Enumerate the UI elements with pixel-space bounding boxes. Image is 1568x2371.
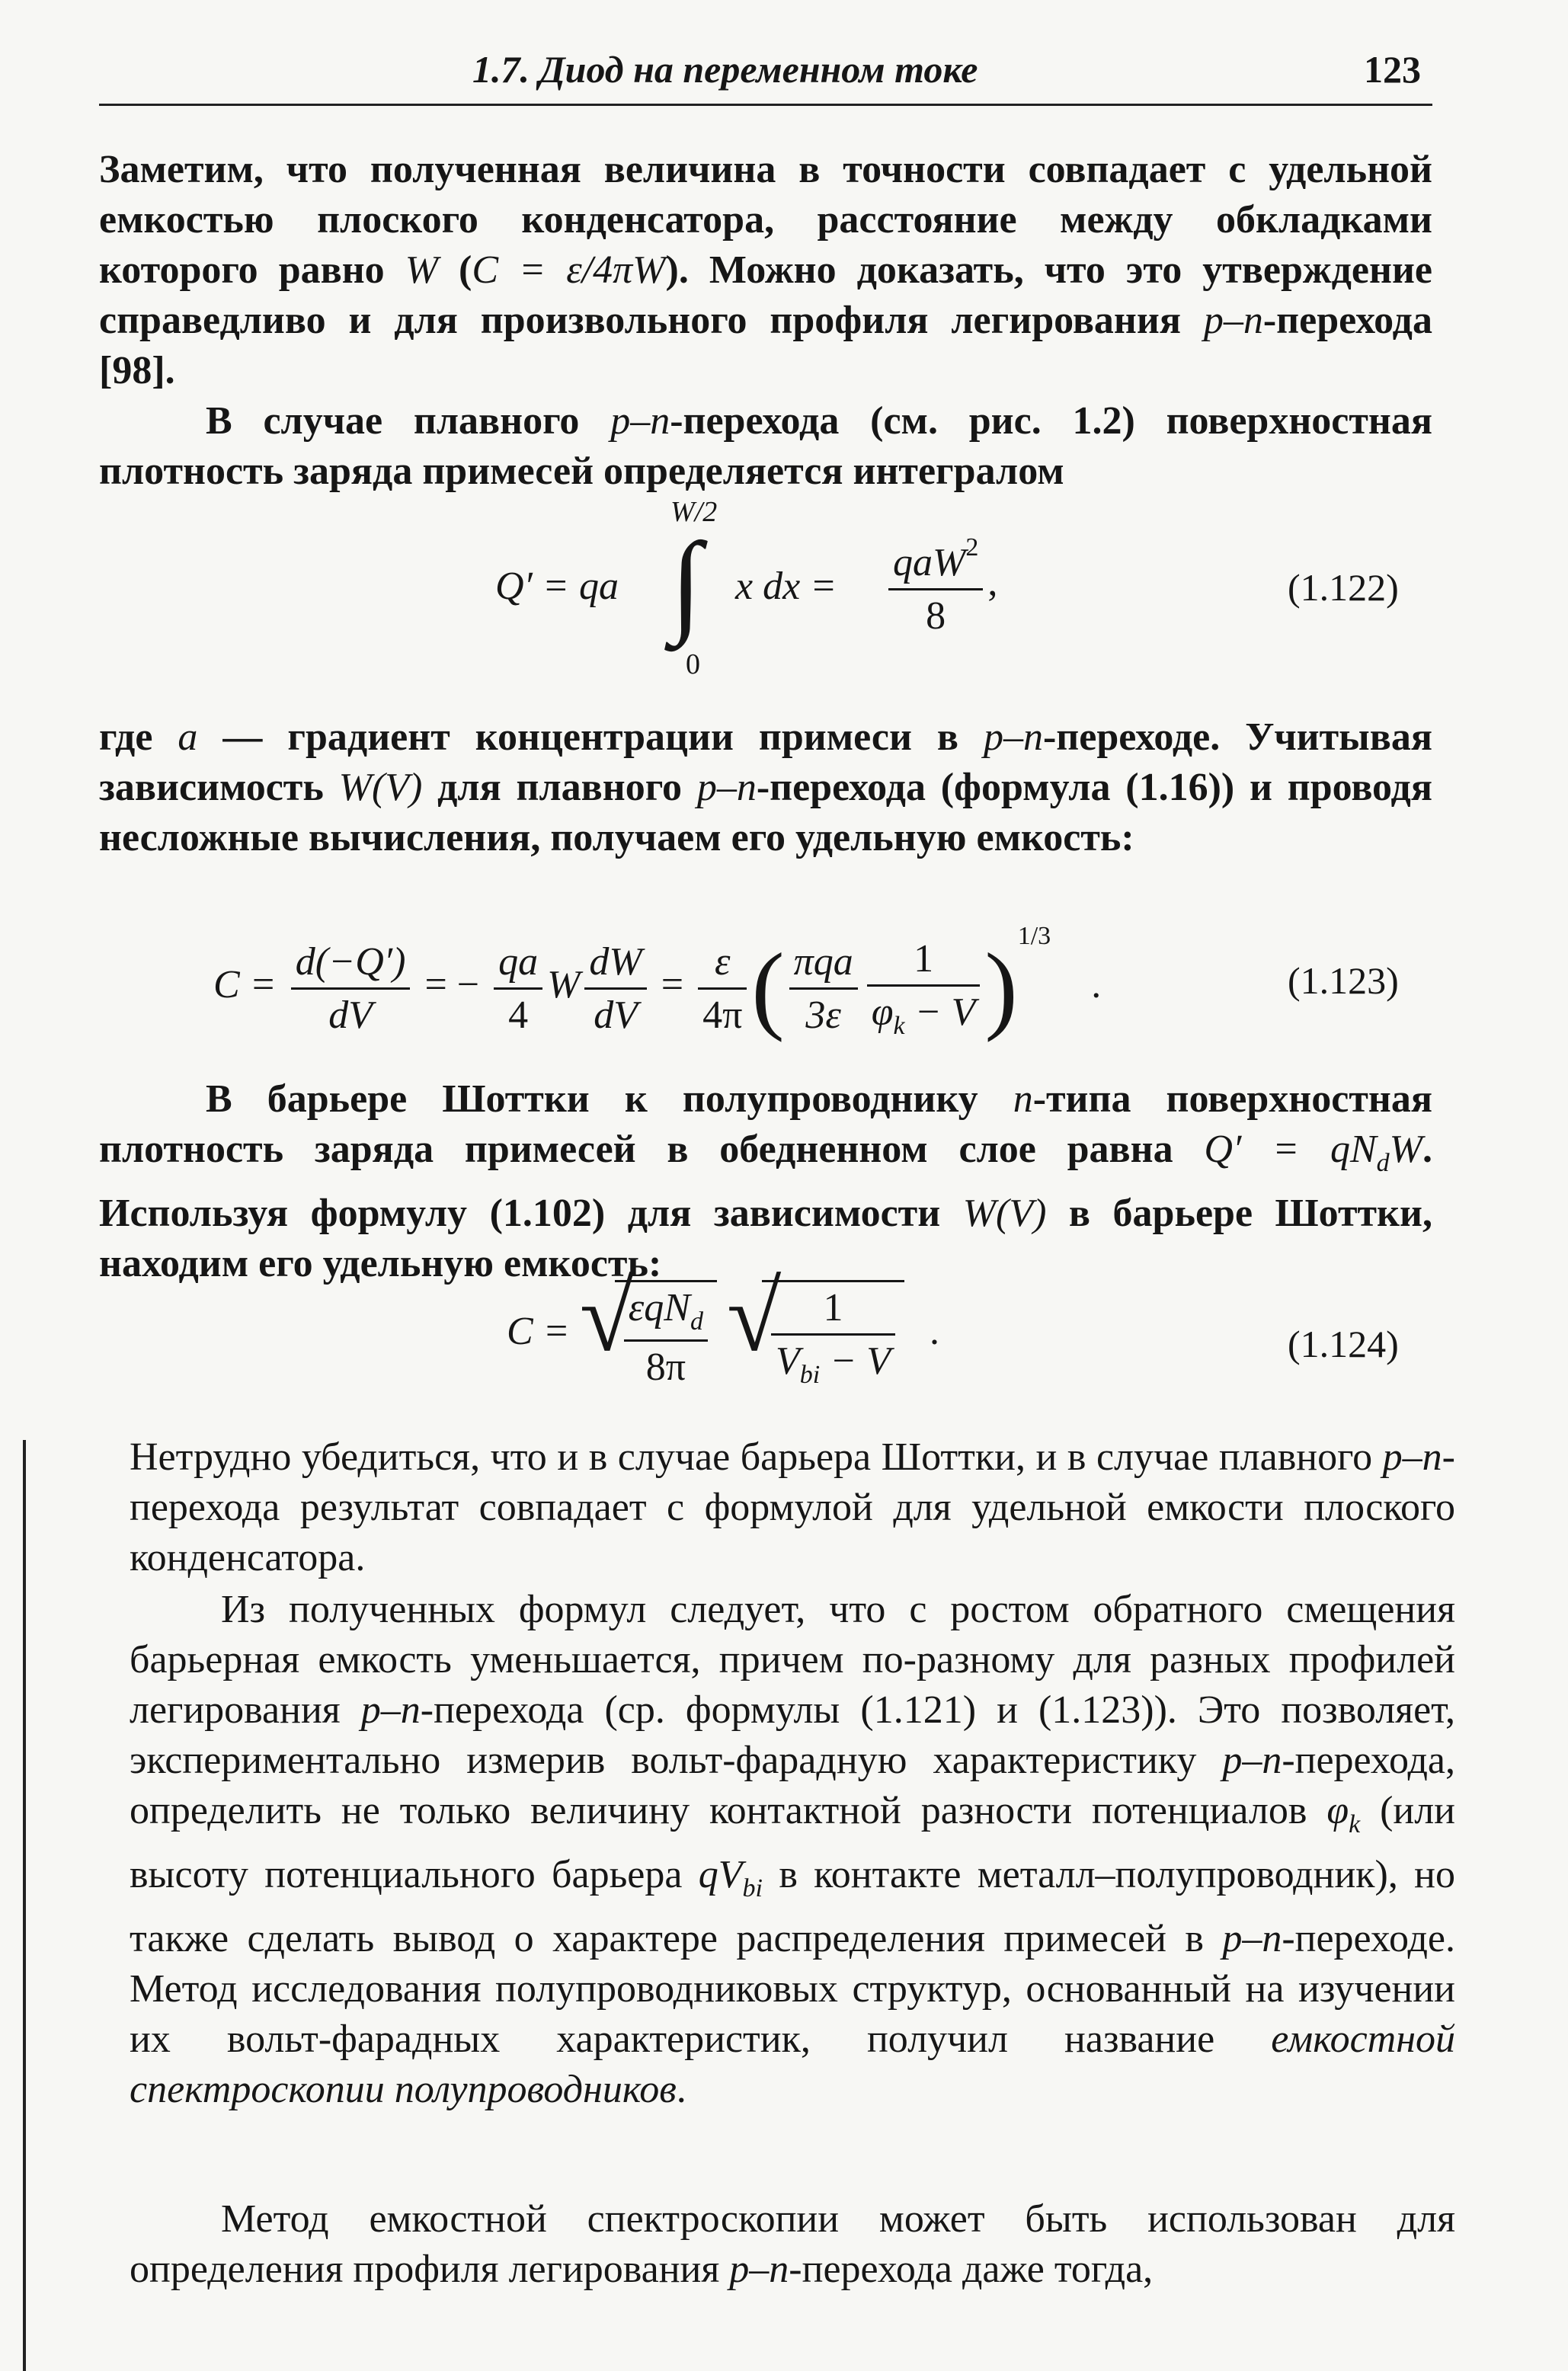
eq-123-f1-num: d(−Q′) bbox=[291, 939, 411, 990]
eq-124-lhs: C = bbox=[507, 1309, 570, 1353]
eq-123-f6-den: φ bbox=[871, 990, 894, 1034]
text-run: -переходе. Метод исследования полупроводниковых структур, основанный на изучении их вольт-фарадных характеристик, получил название bbox=[130, 1917, 1455, 2061]
text-run: Метод емкостной спектроскопии может быть использован для определения профиля легирования bbox=[130, 2197, 1455, 2291]
paragraph-2 bbox=[99, 396, 1432, 497]
eq-122-upper-limit: W/2 bbox=[670, 496, 718, 528]
eq-123-equals: = bbox=[661, 963, 684, 1006]
paragraph-5 bbox=[130, 1432, 1455, 1583]
eq-124-r2-den: V bbox=[775, 1339, 800, 1383]
math-inline: C = ε/4πW bbox=[472, 248, 666, 292]
text-run: -перехода [98]. bbox=[99, 299, 1432, 392]
eq-123-w: W bbox=[547, 963, 581, 1006]
eq-123-f6-den-tail: − V bbox=[904, 990, 976, 1034]
math-inline: p–n bbox=[696, 766, 757, 809]
eq-123-period: . bbox=[1091, 963, 1102, 1006]
paragraph-4 bbox=[99, 1074, 1432, 1289]
math-inline: n bbox=[1013, 1077, 1033, 1121]
math-subscript: d bbox=[1376, 1149, 1390, 1177]
math-inline: p–n bbox=[1203, 299, 1263, 342]
eq-122-integrand: x dx = bbox=[735, 565, 837, 608]
page-number: 123 bbox=[1364, 48, 1421, 91]
eq-123-f1-den: dV bbox=[328, 993, 373, 1037]
eq-123-f4-num: ε bbox=[698, 939, 747, 990]
sqrt-1: √ $\frac{\varepsilon qN_d}{8\pi}$ bbox=[580, 1280, 717, 1390]
text-run: -перехода (ср. формулы (1.121) и (1.123)). Это позволяет, экспериментально измерив вольт-фарадную характеристику bbox=[130, 1688, 1455, 1782]
text-run: для плавного bbox=[422, 766, 697, 809]
math-inline: p–n bbox=[729, 2248, 789, 2291]
text-run: -перехода (см. рис. 1.2) поверхностная плотность заряда примесей определяется интегралом bbox=[99, 399, 1432, 493]
eq-124-r1-num: εqN bbox=[628, 1286, 690, 1329]
equation-number-1-123: (1.123) bbox=[1288, 959, 1399, 1002]
text-run: в барьере Шоттки, находим его удельную емкость: bbox=[99, 1192, 1432, 1285]
text-run: -перехода результат совпадает с формулой для удельной емкости плоского конденсатора. bbox=[130, 1435, 1455, 1579]
math-inline: W bbox=[405, 248, 439, 292]
eq-122-comma: , bbox=[987, 560, 998, 604]
math-subscript: bi bbox=[742, 1874, 763, 1902]
eq-123-power: 1/3 bbox=[1017, 922, 1051, 950]
text-run: Из полученных формул следует, что с ростом обратного смещения барьерная емкость уменьшается, причем по-разному для разных профилей легирования bbox=[130, 1588, 1455, 1732]
sqrt-2: √ $\frac{1}{V_{bi} - V}$ bbox=[727, 1280, 904, 1390]
eq-123-f3-num: dW bbox=[584, 939, 646, 990]
math-inline: p–n bbox=[1222, 1917, 1282, 1960]
eq-123-f6-den-sub: k bbox=[893, 1011, 905, 1040]
integral-sign: ∫ bbox=[670, 520, 702, 646]
eq-122-exponent: 2 bbox=[965, 533, 979, 562]
eq-124-r2-den-sub: bi bbox=[799, 1361, 821, 1389]
text-run: — градиент концентрации примеси в bbox=[197, 715, 984, 759]
eq-122-numerator: qaW bbox=[893, 541, 966, 584]
math-inline: W(V) bbox=[338, 766, 423, 809]
eq-124-r2-num: 1 bbox=[771, 1285, 895, 1336]
eq-123-f2-num: qa bbox=[494, 939, 542, 990]
eq-123-f5-num: πqa bbox=[789, 939, 858, 990]
math-subscript: k bbox=[1349, 1810, 1361, 1838]
eq-124-r1-num-sub: d bbox=[690, 1307, 703, 1336]
eq-123-f3-den: dV bbox=[594, 993, 638, 1037]
paragraph-6 bbox=[130, 1585, 1455, 2115]
text-run: ). Можно доказать, что это утверждение справедливо и для произвольного профиля легирования bbox=[99, 248, 1432, 342]
left-paren: ( bbox=[751, 933, 785, 1044]
running-title: 1.7. Диод на переменном токе bbox=[472, 48, 978, 91]
math-inline: a bbox=[178, 715, 198, 759]
eq-122-lower-limit: 0 bbox=[686, 648, 700, 680]
eq-123-equals-minus: = − bbox=[424, 963, 480, 1006]
equation-number-1-122: (1.122) bbox=[1288, 566, 1399, 609]
text-run: Заметим, что полученная величина в точности совпадает с удельной емкостью плоского конденсатора, расстояние между обкладками которого равно bbox=[99, 148, 1432, 292]
text-run: . Используя формулу (1.102) для зависимости bbox=[99, 1128, 1432, 1235]
paragraph-1 bbox=[99, 145, 1432, 396]
eq-122-fraction bbox=[884, 533, 997, 638]
math-inline: W(V) bbox=[962, 1192, 1047, 1235]
eq-123-f2-den: 4 bbox=[508, 993, 529, 1037]
eq-124-r2-den-tail: − V bbox=[820, 1339, 891, 1383]
right-paren: ) bbox=[984, 933, 1018, 1044]
eq-123-f4-den: 4π bbox=[702, 993, 743, 1037]
paragraph-3 bbox=[99, 712, 1432, 863]
math-inline: φ bbox=[1326, 1789, 1349, 1832]
text-run: -перехода, определить не только величину контактной разности потенциалов bbox=[130, 1739, 1455, 1832]
text-run: -типа поверхностная плотность заряда примесей в обедненном слое равна bbox=[99, 1077, 1432, 1171]
eq-123-f5-den: 3ε bbox=[805, 993, 841, 1037]
eq-122-lhs: Q′ = qa bbox=[495, 565, 619, 608]
eq-123-lhs: C = bbox=[213, 963, 277, 1006]
math-inline: p–n bbox=[610, 399, 670, 443]
emphasis-term: емкостной спектроскопии полупроводников bbox=[130, 2017, 1455, 2111]
margin-rule bbox=[23, 1440, 26, 2371]
text-run: . bbox=[676, 2068, 686, 2111]
text-run: в контакте металл–полупроводник), но также сделать вывод о характере распределения примесей в bbox=[130, 1853, 1455, 1960]
eq-124-r1-den: 8π bbox=[645, 1345, 686, 1389]
text-run: -переходе. Учитывая зависимость bbox=[99, 715, 1432, 809]
math-inline: qV bbox=[698, 1853, 743, 1896]
math-inline: p–n bbox=[1222, 1739, 1282, 1782]
text-run: -перехода (формула (1.16)) и проводя несложные вычисления, получаем его удельную емкость: bbox=[99, 766, 1432, 859]
text-run: Нетрудно убедиться, что и в случае барьера Шоттки, и в случае плавного bbox=[130, 1435, 1383, 1479]
math-inline: p–n bbox=[1382, 1435, 1442, 1479]
equation-1-124 bbox=[507, 1262, 940, 1390]
math-inline: p–n bbox=[360, 1688, 421, 1732]
text-run: ( bbox=[438, 248, 472, 292]
equation-1-123 bbox=[213, 922, 1102, 1044]
eq-124-period: . bbox=[930, 1309, 940, 1353]
math-inline: W bbox=[1389, 1128, 1422, 1171]
text-run: -перехода даже тогда, bbox=[789, 2248, 1154, 2291]
equation-number-1-124: (1.124) bbox=[1288, 1323, 1399, 1365]
header-rule bbox=[99, 104, 1432, 106]
text-run: где bbox=[99, 715, 178, 759]
text-run: (или высоту потенциального барьера bbox=[130, 1789, 1456, 1896]
math-inline: p–n bbox=[983, 715, 1043, 759]
eq-123-f6-num: 1 bbox=[867, 936, 981, 987]
text-run: В случае плавного bbox=[206, 399, 611, 443]
math-inline: Q′ = qN bbox=[1204, 1128, 1377, 1171]
text-run: В барьере Шоттки к полупроводнику bbox=[206, 1077, 1013, 1121]
eq-122-denominator: 8 bbox=[926, 594, 946, 638]
paragraph-7 bbox=[130, 2194, 1455, 2295]
